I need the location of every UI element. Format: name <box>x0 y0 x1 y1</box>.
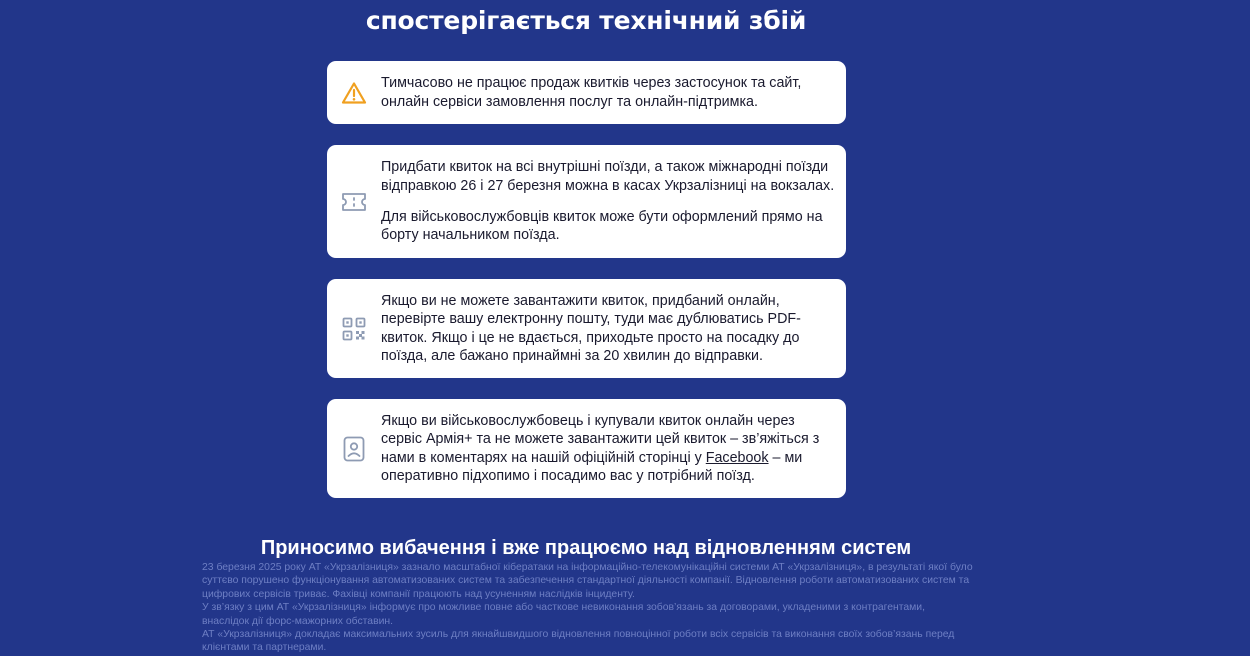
card-text <box>381 74 836 111</box>
card-paragraph: Для військовослужбовців квиток може бути оформлений прямо на борту начальником поїзда. <box>381 209 823 244</box>
official-notice <box>202 561 974 655</box>
warning-icon <box>341 80 367 106</box>
info-card-ticket-offices <box>327 145 846 258</box>
qr-code-icon <box>341 316 367 342</box>
ticket-icon <box>341 189 367 215</box>
notice-paragraph: У зв’язку з цим АТ «Укрзалізниця» інформує про можливе повне або часткове невиконання зобов’язань за договорами, укладеними з контрагентами, внаслідок дії форс-мажорних обставин. <box>202 602 925 627</box>
card-paragraph: Тимчасово не працює продаж квитків через застосунок та сайт, онлайн сервіси замовлення послуг та онлайн-підтримка. <box>381 75 802 110</box>
notice-paragraph: 23 березня 2025 року АТ «Укрзалізниця» зазнало масштабної кібератаки на інформаційно-телекомунікаційні системи АТ «Укрзалізниця», в результаті якої було суттєво порушено функціонування автоматизованих систем та забезпечення стандартної діяльності компанії. Відновлення роботи автоматизованих систем та цифрових сервісів триває. Фахівці компанії працюють над усуненням наслідків інциденту. <box>202 562 973 600</box>
notice-paragraph: АТ «Укрзалізниця» докладає максимальних зусиль для якнайшвидшого відновлення повноцінної роботи всіх сервісів та виконання своїх зобов’язань перед клієнтами та партнерами. <box>202 629 955 654</box>
info-card-military-personnel <box>327 399 846 498</box>
info-card-pdf-ticket <box>327 279 846 378</box>
id-badge-icon <box>341 436 367 462</box>
card-paragraph: Якщо ви не можете завантажити квиток, придбаний онлайн, перевірте вашу електронну пошту, туди має дублюватись PDF-квиток. Якщо і це не вдається, приходьте просто на посадку до поїзда, але бажано принаймні за 20 хвилин до відправки. <box>381 292 801 364</box>
card-text <box>381 292 836 365</box>
card-text-before-link: Якщо ви військовослужбовець і купували квиток онлайн через сервіс Армія+ та не можете завантажити цей квиток – зв’яжіться з нами в коментарях на нашій офіційній сторінці у <box>381 412 820 466</box>
headline: спостерігається технічний збій <box>365 6 807 35</box>
facebook-link[interactable]: Facebook <box>705 449 769 466</box>
card-text-after-link: – ми оперативно підхопимо і посадимо вас у потрібний поїзд. <box>381 449 803 484</box>
info-card-service-outage <box>327 61 846 124</box>
card-text <box>381 412 836 485</box>
apology-title: Приносимо вибачення і вже працюємо над відновленням систем <box>260 537 912 559</box>
card-paragraph <box>381 412 836 485</box>
card-text <box>381 158 836 244</box>
card-paragraph: Придбати квиток на всі внутрішні поїзди, а також міжнародні поїзди відправкою 26 і 27 березня можна в касах Укрзалізниці на вокзалах. <box>381 159 835 194</box>
